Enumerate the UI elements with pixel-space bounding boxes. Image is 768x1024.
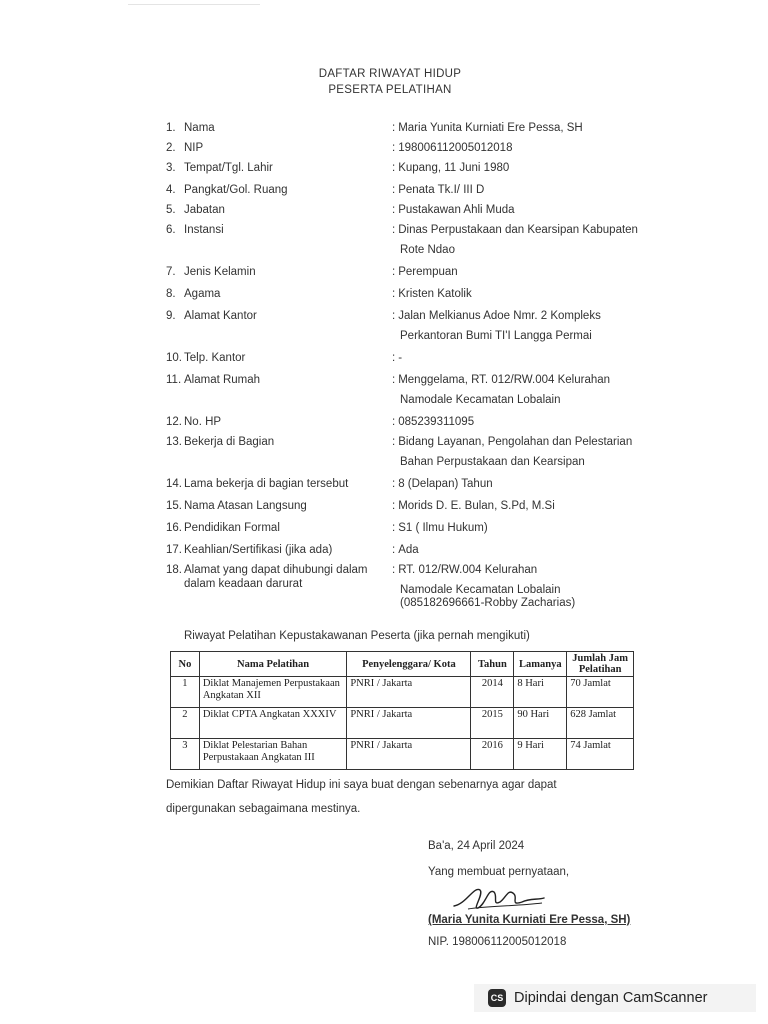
field-value: Menggelama, RT. 012/RW.004 Kelurahan xyxy=(398,374,611,386)
field-number: 8. xyxy=(166,288,176,300)
field-value: Bidang Layanan, Pengolahan dan Pelestarian xyxy=(398,436,633,448)
field-label: Telp. Kantor xyxy=(184,352,246,364)
field-value: Dinas Perpustakaan dan Kearsipan Kabupaten xyxy=(398,224,638,236)
header-penyelenggara: Penyelenggara/ Kota xyxy=(347,652,471,677)
field-value: Kristen Katolik xyxy=(398,288,472,300)
field-label: Nama xyxy=(184,122,215,134)
field-value-group xyxy=(392,223,662,257)
cell-lamanya: 8 Hari xyxy=(514,677,567,708)
table-row xyxy=(171,708,634,739)
cell-jumlah-jam: 628 Jamlat xyxy=(567,708,634,739)
field-value: Pustakawan Ahli Muda xyxy=(398,204,515,216)
field-value-group xyxy=(392,265,662,279)
field-colon: : xyxy=(392,142,396,154)
field-value-continuation: Rote Ndao xyxy=(400,244,455,256)
field-label: NIP xyxy=(184,142,204,154)
field-number: 16. xyxy=(166,522,182,534)
cell-tahun: 2014 xyxy=(471,677,514,708)
cell-jumlah-jam: 74 Jamlat xyxy=(567,739,634,770)
field-number: 6. xyxy=(166,224,176,236)
cell-no: 1 xyxy=(171,677,200,708)
header-nama-pelatihan: Nama Pelatihan xyxy=(199,652,347,677)
field-value-group xyxy=(392,499,662,513)
table-row xyxy=(171,739,634,770)
field-number: 18. xyxy=(166,564,182,576)
field-label: Pendidikan Formal xyxy=(184,522,280,534)
field-value-group xyxy=(392,477,662,491)
field-label: No. HP xyxy=(184,416,222,428)
camscanner-logo-icon: CS xyxy=(488,989,506,1007)
field-value-group xyxy=(392,521,662,535)
field-value-continuation: Namodale Kecamatan Lobalain xyxy=(400,394,561,406)
field-value: Morids D. E. Bulan, S.Pd, M.Si xyxy=(398,500,555,512)
cell-lamanya: 9 Hari xyxy=(514,739,567,770)
field-value-group xyxy=(392,543,662,557)
field-value: 8 (Delapan) Tahun xyxy=(398,478,493,490)
field-value: Jalan Melkianus Adoe Nmr. 2 Kompleks xyxy=(398,310,601,322)
header-tahun: Tahun xyxy=(471,652,514,677)
field-number: 9. xyxy=(166,310,176,322)
field-value-group xyxy=(392,351,662,365)
field-label: Bekerja di Bagian xyxy=(184,436,275,448)
field-colon: : xyxy=(392,352,396,364)
field-number: 13. xyxy=(166,436,182,448)
field-value: RT. 012/RW.004 Kelurahan xyxy=(398,564,538,576)
field-value-group xyxy=(392,373,662,407)
document-title: DAFTAR RIWAYAT HIDUP xyxy=(318,68,462,80)
cell-penyelenggara: PNRI / Jakarta xyxy=(347,677,471,708)
cell-lamanya: 90 Hari xyxy=(514,708,567,739)
field-label: Lama bekerja di bagian tersebut xyxy=(184,478,349,490)
field-value: Penata Tk.I/ III D xyxy=(398,184,485,196)
cell-tahun: 2015 xyxy=(471,708,514,739)
training-table xyxy=(170,651,634,770)
field-value: 085239311095 xyxy=(398,416,475,428)
handwritten-signature xyxy=(448,876,548,916)
field-value-group xyxy=(392,161,662,175)
field-number: 14. xyxy=(166,478,182,490)
field-label: Jenis Kelamin xyxy=(184,266,256,278)
field-number: 4. xyxy=(166,184,176,196)
field-number: 5. xyxy=(166,204,176,216)
field-colon: : xyxy=(392,416,396,428)
field-number: 12. xyxy=(166,416,182,428)
field-colon: : xyxy=(392,184,396,196)
field-number: 15. xyxy=(166,500,182,512)
signature-statement-label: Yang membuat pernyataan, xyxy=(428,866,570,878)
cell-jumlah-jam: 70 Jamlat xyxy=(567,677,634,708)
field-value: - xyxy=(398,352,403,364)
camscanner-watermark xyxy=(474,984,756,1012)
field-value-continuation: Bahan Perpustakaan dan Kearsipan xyxy=(400,456,585,468)
signer-name: (Maria Yunita Kurniati Ere Pessa, SH) xyxy=(428,914,631,926)
field-value: Maria Yunita Kurniati Ere Pessa, SH xyxy=(398,122,583,134)
field-colon: : xyxy=(392,162,396,174)
field-value-group xyxy=(392,563,662,597)
cell-penyelenggara: PNRI / Jakarta xyxy=(347,739,471,770)
camscanner-label: Dipindai dengan CamScanner xyxy=(514,990,708,1006)
field-colon: : xyxy=(392,204,396,216)
field-value-group xyxy=(392,203,662,217)
field-label: Jabatan xyxy=(184,204,225,216)
cell-tahun: 2016 xyxy=(471,739,514,770)
field-colon: : xyxy=(392,544,396,556)
closing-statement-line1: Demikian Daftar Riwayat Hidup ini saya buat dengan sebenarnya agar dapat xyxy=(166,779,557,791)
field-colon: : xyxy=(392,500,396,512)
field-value-continuation: Perkantoran Bumi TI'I Langga Permai xyxy=(400,330,592,342)
signature-place-date: Ba'a, 24 April 2024 xyxy=(428,840,525,852)
field-label: Pangkat/Gol. Ruang xyxy=(184,184,288,196)
field-colon: : xyxy=(392,478,396,490)
field-value-group xyxy=(392,141,662,155)
cell-penyelenggara: PNRI / Jakarta xyxy=(347,708,471,739)
closing-statement-line2: dipergunakan sebagaimana mestinya. xyxy=(166,803,361,815)
field-value-group xyxy=(392,183,662,197)
field-number: 3. xyxy=(166,162,176,174)
field-value-group xyxy=(392,121,662,135)
field-value: Kupang, 11 Juni 1980 xyxy=(398,162,510,174)
field-number: 1. xyxy=(166,122,176,134)
field-value-group xyxy=(392,309,662,343)
cell-no: 2 xyxy=(171,708,200,739)
field-number: 17. xyxy=(166,544,182,556)
field-value-group xyxy=(392,415,662,429)
field-label: Nama Atasan Langsung xyxy=(184,500,307,512)
field-number: 10. xyxy=(166,352,182,364)
field-value-continuation: Namodale Kecamatan Lobalain xyxy=(400,584,561,596)
field-label: Keahlian/Sertifikasi (jika ada) xyxy=(184,544,333,556)
signer-nip: NIP. 198006112005012018 xyxy=(428,936,567,948)
cell-no: 3 xyxy=(171,739,200,770)
field-colon: : xyxy=(392,564,396,576)
cell-nama-pelatihan: Diklat Manajemen Perpustakaan Angkatan XII xyxy=(199,677,347,708)
field-colon: : xyxy=(392,436,396,448)
field-number: 7. xyxy=(166,266,176,278)
cell-nama-pelatihan: Diklat CPTA Angkatan XXXIV xyxy=(199,708,347,739)
emergency-contact-phone: (085182696661-Robby Zacharias) xyxy=(400,597,576,609)
field-colon: : xyxy=(392,224,396,236)
field-colon: : xyxy=(392,374,396,386)
field-value-group xyxy=(392,435,662,469)
field-label: Agama xyxy=(184,288,221,300)
field-value: S1 ( Ilmu Hukum) xyxy=(398,522,488,534)
table-header-row xyxy=(171,652,634,677)
cell-nama-pelatihan: Diklat Pelestarian Bahan Perpustakaan Angkatan III xyxy=(199,739,347,770)
training-history-title: Riwayat Pelatihan Kepustakawanan Peserta (jika pernah mengikuti) xyxy=(184,630,530,642)
field-colon: : xyxy=(392,122,396,134)
field-label: Alamat yang dapat dihubungi dalam dalam keadaan darurat xyxy=(184,564,368,590)
field-value-group xyxy=(392,287,662,301)
header-lamanya: Lamanya xyxy=(514,652,567,677)
field-value: Ada xyxy=(398,544,419,556)
field-number: 11. xyxy=(166,374,182,386)
field-number: 2. xyxy=(166,142,176,154)
field-label: Alamat Kantor xyxy=(184,310,257,322)
field-colon: : xyxy=(392,522,396,534)
header-jumlah-jam: Jumlah Jam Pelatihan xyxy=(567,652,634,677)
field-colon: : xyxy=(392,266,396,278)
scan-edge-line xyxy=(128,4,260,5)
field-value: 198006112005012018 xyxy=(398,142,513,154)
field-value: Perempuan xyxy=(398,266,458,278)
field-colon: : xyxy=(392,288,396,300)
document-subtitle: PESERTA PELATIHAN xyxy=(328,84,452,96)
field-label: Alamat Rumah xyxy=(184,374,261,386)
field-colon: : xyxy=(392,310,396,322)
field-label: Tempat/Tgl. Lahir xyxy=(184,162,273,174)
table-row xyxy=(171,677,634,708)
header-no: No xyxy=(171,652,200,677)
field-label: Instansi xyxy=(184,224,224,236)
